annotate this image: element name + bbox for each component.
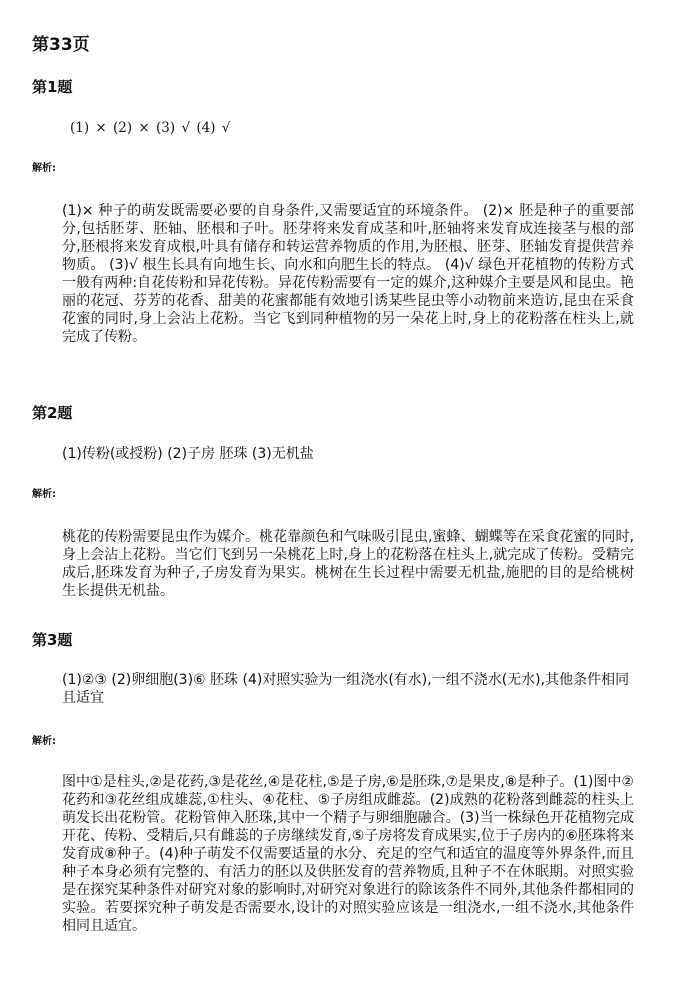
question-2-analysis-label: 解析: <box>32 489 56 500</box>
question-1-answer: (1) × (2) × (3) √ (4) √ <box>70 120 231 136</box>
question-2-answer: (1)传粉(或授粉) (2)子房 胚珠 (3)无机盐 <box>62 446 314 462</box>
question-3-analysis: 图中①是柱头,②是花药,③是花丝,④是花柱,⑤是子房,⑥是胚珠,⑦是果皮,⑧是种子。(1)图中②花药和③花丝组成雄蕊,①柱头、④花柱、⑤子房组成雌蕊。(2)成熟的花粉落到雌蕊的柱头上萌发长出花粉管。花粉管伸入胚珠,其中一个精子与卵细胞融合。(3)当一株绿色开花植物完成开花、传粉、受精后,只有雌蕊的子房继续发育,⑤子房将发育成果实,位于子房内的⑥胚珠将来发育成⑧种子。(4)种子萌发不仅需要适量的水分、充足的空气和适宜的温度等外界条件,而且种子本身必须有完整的、有活力的胚以及供胚发育的营养物质,且种子不在休眠期。对照实验是在探究某种条件对研究对象的影响时,对研究对象进行的除该条件不同外,其他条件都相同的实验。若要探究种子萌发是否需要水,设计的对照实验应该是一组浇水,一组不浇水,其他条件相同且适宜。 <box>62 774 634 934</box>
question-3-title: 第3题 <box>32 631 73 649</box>
question-3-answer: (1)②③ (2)卵细胞(3)⑥ 胚珠 (4)对照实验为一组浇水(有水),一组不浇水(无水),其他条件相同且适宜 <box>62 672 630 706</box>
page-title: 第33页 <box>32 35 90 55</box>
question-3-analysis-label: 解析: <box>32 736 56 747</box>
question-2-title: 第2题 <box>32 404 73 422</box>
question-1-analysis: (1)× 种子的萌发既需要必要的自身条件,又需要适宜的环境条件。 (2)× 胚是种子的重要部分,包括胚芽、胚轴、胚根和子叶。胚芽将来发育成茎和叶,胚轴将来发育成连接茎与根的部分,胚根将来发育成根,叶具有储存和转运营养物质的作用,为胚根、胚芽、胚轴发育提供营养物质。 (3)√ 根生长具有向地生长、向水和向肥生长的特点。 (4)√ 绿色开花植物的传粉方式一般有两种:自花传粉和异花传粉。异花传粉需要有一定的媒介,这种媒介主要是风和昆虫。艳丽的花冠、芬芳的花香、甜美的花蜜都能有效地引诱某些昆虫等小动物前来造访,昆虫在采食花蜜的同时,身上会沾上花粉。当它飞到同种植物的另一朵花上时,身上的花粉落在柱头上,就完成了传粉。 <box>62 203 634 345</box>
question-1-analysis-label: 解析: <box>32 163 56 174</box>
question-2-analysis: 桃花的传粉需要昆虫作为媒介。桃花靠颜色和气味吸引昆虫,蜜蜂、蝴蝶等在采食花蜜的同时,身上会沾上花粉。当它们飞到另一朵桃花上时,身上的花粉落在柱头上,就完成了传粉。受精完成后,胚珠发育为种子,子房发育为果实。桃树在生长过程中需要无机盐,施肥的目的是给桃树生长提供无机盐。 <box>62 529 634 599</box>
question-1-title: 第1题 <box>32 78 73 96</box>
